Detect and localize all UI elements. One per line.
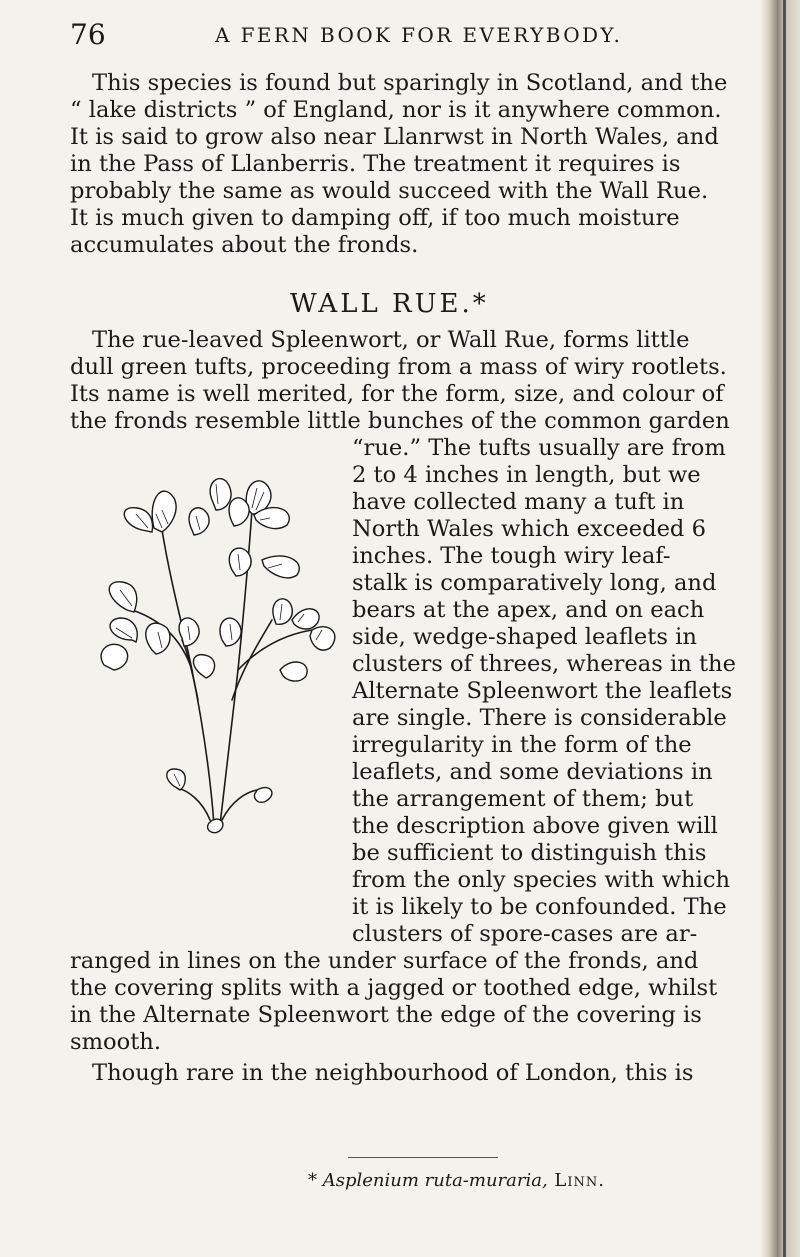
text-line: Alternate Spleenwort the leaflets bbox=[352, 678, 733, 704]
footnote-species: Asplenium ruta-muraria, bbox=[322, 1170, 548, 1191]
text-line: “ lake districts ” of England, nor is it anywhere common. bbox=[70, 97, 722, 123]
text-line: inches. The tough wiry leaf- bbox=[352, 543, 671, 569]
text-line: side, wedge-shaped leaflets in bbox=[352, 624, 697, 650]
text-line: accumulates about the fronds. bbox=[70, 232, 419, 258]
text-line: This species is found but sparingly in Scotland, and the bbox=[92, 70, 728, 96]
text-line: Its name is well merited, for the form, size, and colour of bbox=[70, 381, 724, 407]
text-line: leaflets, and some deviations in bbox=[352, 759, 713, 785]
page-number: 76 bbox=[70, 18, 106, 51]
text-line: bears at the apex, and on each bbox=[352, 597, 705, 623]
text-line: dull green tufts, proceeding from a mass of wiry rootlets. bbox=[70, 354, 727, 380]
text-line: it is likely to be confounded. The bbox=[352, 894, 727, 920]
text-line: clusters of threes, whereas in the bbox=[352, 651, 736, 677]
footnote-marker: * bbox=[308, 1170, 323, 1191]
page-edge-shadow bbox=[760, 0, 800, 1257]
text-line: in the Alternate Spleenwort the edge of the covering is bbox=[70, 1002, 702, 1028]
text-line: in the Pass of Llanberris. The treatment it requires is bbox=[70, 151, 681, 177]
text-line: are single. There is considerable bbox=[352, 705, 727, 731]
footnote bbox=[308, 1170, 605, 1191]
text-line: the covering splits with a jagged or toothed edge, whilst bbox=[70, 975, 718, 1001]
text-line: from the only species with which bbox=[352, 867, 731, 893]
text-line: the fronds resemble little bunches of the common garden bbox=[70, 408, 730, 434]
page-edge-line bbox=[783, 0, 786, 1257]
text-line: 2 to 4 inches in length, but we bbox=[352, 462, 701, 488]
text-line: be sufficient to distinguish this bbox=[352, 840, 707, 866]
footnote-rule bbox=[348, 1157, 498, 1158]
text-line: clusters of spore-cases are ar- bbox=[352, 921, 698, 947]
running-head-title: A FERN BOOK FOR EVERYBODY. bbox=[215, 23, 623, 47]
footnote-authority: Linn. bbox=[547, 1170, 605, 1191]
running-head bbox=[70, 18, 745, 52]
wall-rue-fern-illustration bbox=[92, 470, 342, 840]
text-line: probably the same as would succeed with the Wall Rue. bbox=[70, 178, 709, 204]
text-line: have collected many a tuft in bbox=[352, 489, 685, 515]
text-line: the arrangement of them; but bbox=[352, 786, 694, 812]
text-line: “rue.” The tufts usually are from bbox=[352, 435, 726, 461]
text-line: North Wales which exceeded 6 bbox=[352, 516, 706, 542]
text-line: It is much given to damping off, if too much moisture bbox=[70, 205, 680, 231]
section-heading: WALL RUE.* bbox=[290, 289, 489, 319]
text-line: stalk is comparatively long, and bbox=[352, 570, 717, 596]
text-line: smooth. bbox=[70, 1029, 162, 1055]
text-line: Though rare in the neighbourhood of London, this is bbox=[92, 1060, 694, 1086]
text-line: The rue-leaved Spleenwort, or Wall Rue, forms little bbox=[92, 327, 690, 353]
text-line: irregularity in the form of the bbox=[352, 732, 692, 758]
text-line: the description above given will bbox=[352, 813, 718, 839]
text-line: ranged in lines on the under surface of the fronds, and bbox=[70, 948, 699, 974]
text-line: It is said to grow also near Llanrwst in North Wales, and bbox=[70, 124, 719, 150]
